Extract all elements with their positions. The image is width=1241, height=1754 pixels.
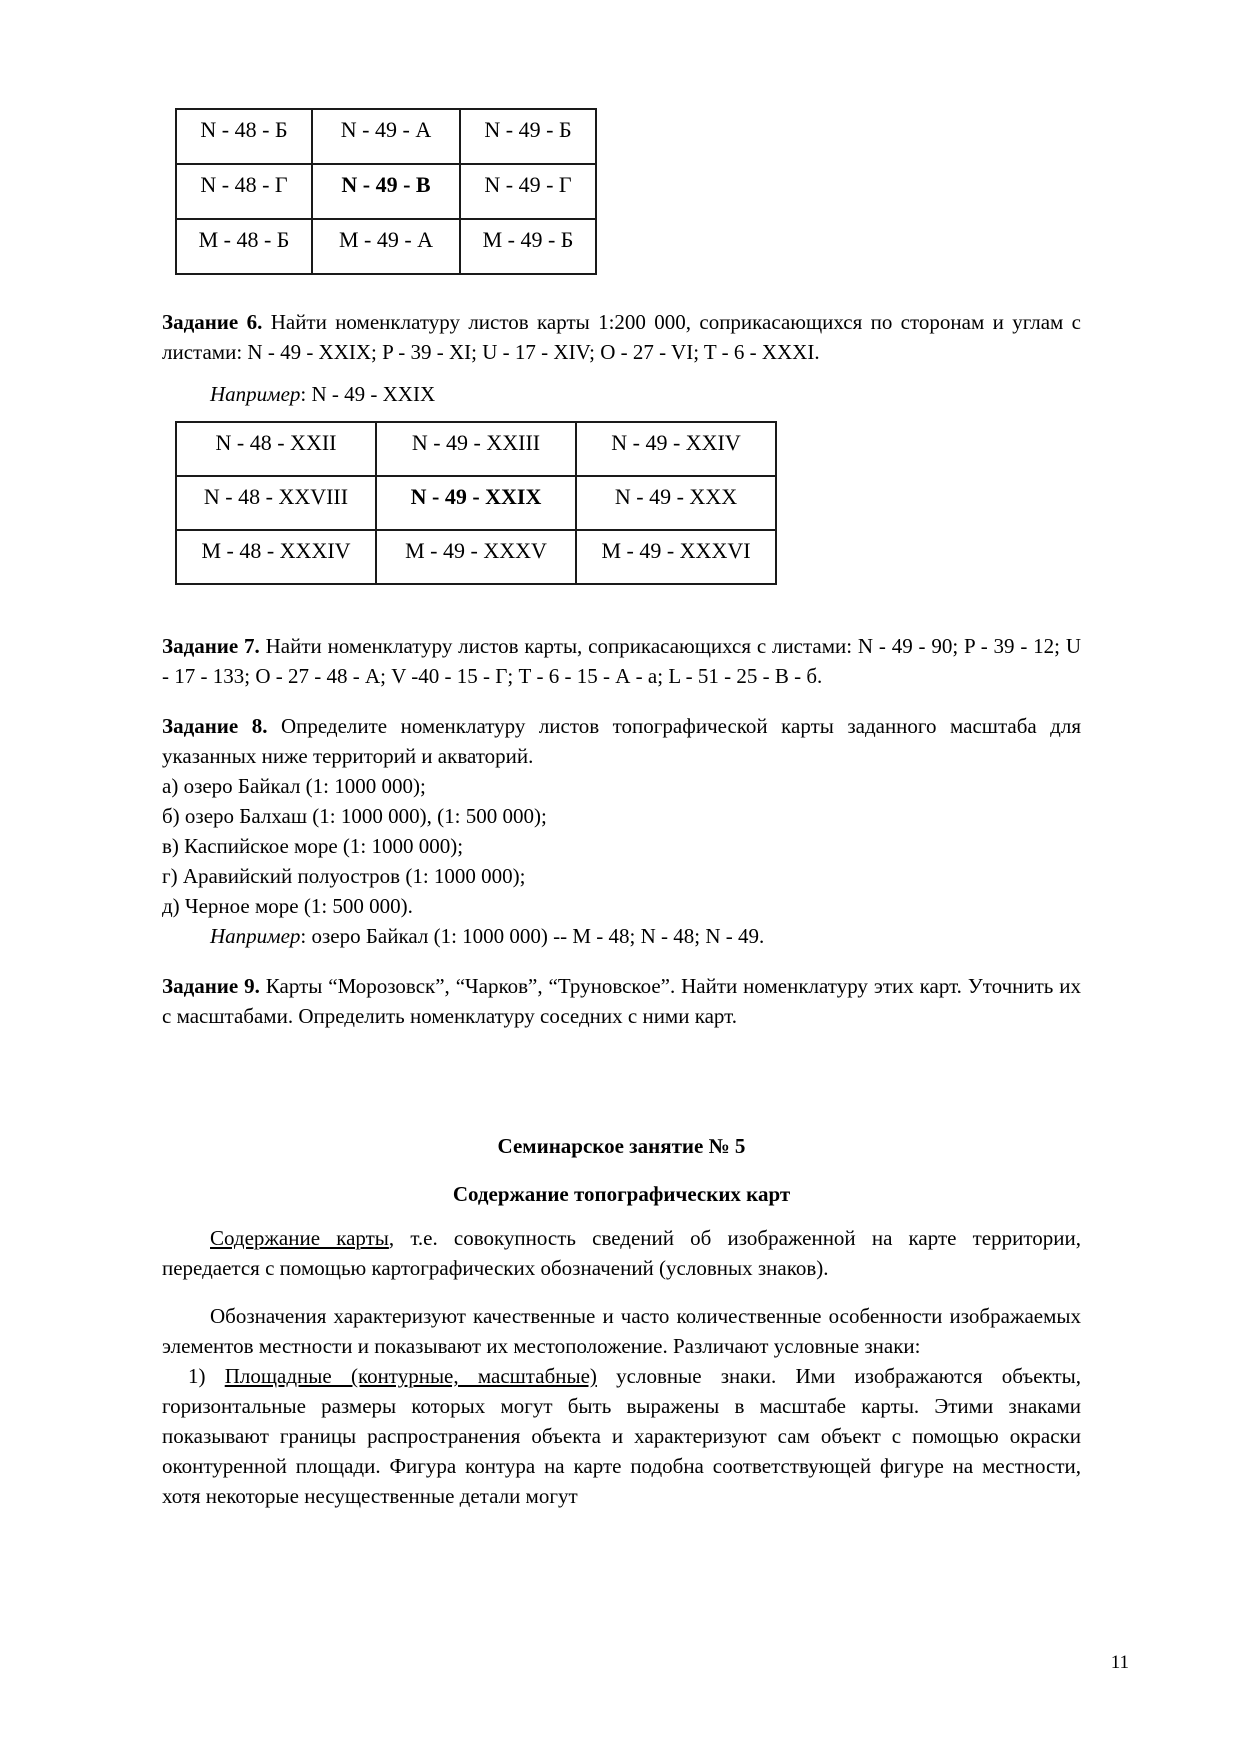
example2-text: : озеро Байкал (1: 1000 000) -- М - 48; N - 48; N - 49. bbox=[300, 924, 765, 948]
table-cell: N - 49 - XXIV bbox=[576, 422, 776, 476]
task7-paragraph bbox=[162, 631, 1081, 691]
table-row bbox=[176, 109, 596, 164]
task7-text: Найти номенклатуру листов карты, соприкасающихся с листами: N - 49 - 90; P - 39 - 12; U - 17 - 133; O - 27 - 48 - А; V -40 - 15 - Г; Т - 6 - 15 - А - а; L - 51 - 25 - В - б. bbox=[162, 634, 1081, 688]
table-cell: М - 48 - XXXIV bbox=[176, 530, 376, 584]
task8-text: Определите номенклатуру листов топографической карты заданного масштаба для указанных ниже территорий и акваторий. bbox=[162, 714, 1081, 768]
task6-paragraph bbox=[162, 307, 1081, 367]
table-cell: N - 49 - А bbox=[312, 109, 460, 164]
example2-label: Например bbox=[210, 924, 301, 948]
table-cell: М - 48 - Б bbox=[176, 219, 312, 274]
table-row bbox=[176, 476, 776, 530]
table-cell: N - 49 - Г bbox=[460, 164, 596, 219]
content-definition-paragraph bbox=[162, 1223, 1081, 1283]
nomenclature-table-xxix bbox=[175, 421, 777, 585]
signs-intro-text: Обозначения характеризуют качественные и часто количественные особенности изображаемых элементов местности и показывают их местоположение. Различают условные знаки: bbox=[162, 1304, 1081, 1358]
task8-paragraph bbox=[162, 711, 1081, 771]
table-cell: N - 48 - XXII bbox=[176, 422, 376, 476]
table-row bbox=[176, 530, 776, 584]
area-signs-paragraph bbox=[162, 1361, 1081, 1511]
task8-block bbox=[162, 711, 1081, 951]
area-signs-number: 1) bbox=[188, 1364, 206, 1388]
nomenclature-table-200k bbox=[175, 108, 597, 275]
section-title: Содержание топографических карт bbox=[452, 1182, 791, 1206]
table-cell: М - 49 - А bbox=[312, 219, 460, 274]
signs-intro-paragraph bbox=[162, 1301, 1081, 1361]
table-cell-highlighted: N - 49 - XXIX bbox=[376, 476, 576, 530]
example1-label: Например bbox=[210, 382, 301, 406]
task7-label: Задание 7. bbox=[162, 634, 260, 658]
content-definition-term: Содержание карты bbox=[210, 1226, 389, 1250]
example1-text: : N - 49 - XXIX bbox=[300, 382, 436, 406]
task8-item-v: в) Каспийское море (1: 1000 000); bbox=[162, 834, 464, 858]
task8-item-g: г) Аравийский полуостров (1: 1000 000); bbox=[162, 864, 526, 888]
area-signs-term: Площадные (контурные, масштабные) bbox=[224, 1364, 597, 1388]
table-cell: N - 48 - Б bbox=[176, 109, 312, 164]
table-row bbox=[176, 164, 596, 219]
table-row bbox=[176, 219, 596, 274]
area-signs-text: условные знаки. Ими изображаются объекты, горизонтальные размеры которых могут быть выражены в масштабе карты. Этими знаками показывают границы распространения объекта и характеризуют сам объект с помощью окраски оконтуренной площади. Фигура контура на карте подобна соответствующей фигуре на местности, хотя некоторые несущественные детали могут bbox=[162, 1364, 1082, 1508]
task8-label: Задание 8. bbox=[162, 714, 268, 738]
table-cell: М - 49 - Б bbox=[460, 219, 596, 274]
example2-line bbox=[162, 921, 1081, 951]
table-cell: N - 48 - XXVIII bbox=[176, 476, 376, 530]
task6-text: Найти номенклатуру листов карты 1:200 000, соприкасающихся по сторонам и углам с листами: N - 49 - XXIX; P - 39 - XI; U - 17 - XIV; O - 27 - VI; T - 6 - XXXI. bbox=[162, 310, 1082, 364]
table-cell: N - 49 - Б bbox=[460, 109, 596, 164]
table-row bbox=[176, 422, 776, 476]
task8-item-b: б) озеро Балхаш (1: 1000 000), (1: 500 000); bbox=[162, 804, 547, 828]
task9-label: Задание 9. bbox=[162, 974, 260, 998]
table-cell-highlighted: N - 49 - В bbox=[312, 164, 460, 219]
page-number: 11 bbox=[1110, 1652, 1129, 1673]
example1-line bbox=[162, 379, 1081, 409]
task6-label: Задание 6. bbox=[162, 310, 263, 334]
task9-paragraph bbox=[162, 971, 1081, 1031]
table-cell: N - 49 - XXIII bbox=[376, 422, 576, 476]
task9-text: Карты “Морозовск”, “Чарков”, “Труновское”. Найти номенклатуру этих карт. Уточнить их с масштабами. Определить номенклатуру соседних с ними карт. bbox=[162, 974, 1081, 1028]
task8-item-a: а) озеро Байкал (1: 1000 000); bbox=[162, 774, 426, 798]
content-definition-text: , т.е. совокупность сведений об изображенной на карте территории, передается с помощью картографических обозначений (условных знаков). bbox=[162, 1226, 1081, 1280]
seminar-heading: Семинарское занятие № 5 bbox=[497, 1134, 746, 1158]
table-cell: N - 48 - Г bbox=[176, 164, 312, 219]
table-cell: N - 49 - XXX bbox=[576, 476, 776, 530]
table-cell: М - 49 - XXXV bbox=[376, 530, 576, 584]
table-cell: М - 49 - XXXVI bbox=[576, 530, 776, 584]
task8-item-d: д) Черное море (1: 500 000). bbox=[162, 894, 413, 918]
